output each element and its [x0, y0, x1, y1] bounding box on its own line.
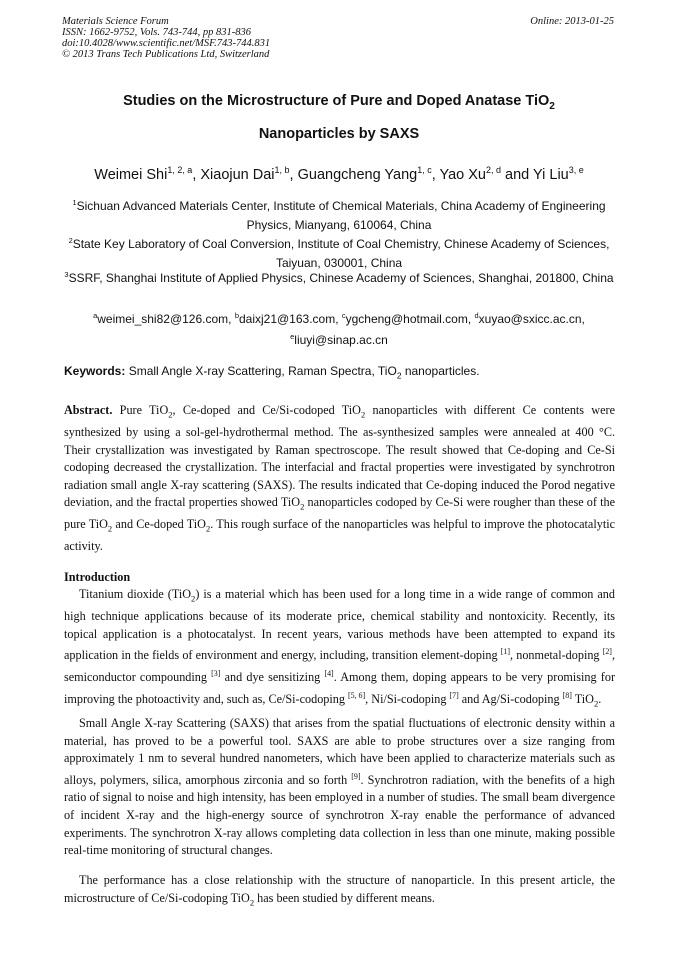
citation: [3] — [211, 668, 221, 678]
text-run: and Ce-doped TiO — [112, 517, 206, 532]
citation: [4] — [324, 668, 334, 678]
citation: [2] — [602, 647, 612, 657]
citation: [7] — [449, 690, 459, 700]
text-run: . Among them, doping appears to be very promising for improving the photoactivity and, such as, Ce/Si-codoping — [64, 669, 616, 706]
citation: [1] — [500, 647, 511, 657]
journal-issn: ISSN: 1662-9752, Vols. 743-744, pp 831-836 — [62, 27, 251, 38]
text-run: Pure TiO — [112, 403, 169, 417]
text-run: nanoparticles with different Ce contents were synthesized by using a sol-gel-hydrothermal method. The as-synthesized samples were annealed at 400 °C. Their crystallization was investigated by Raman spectroscope. The result showed that Ce-doping and Ce-Si codoping decreased the crystallization. The interfacial and fractal properties were investigated by synchrotron radiation small angle X-ray scattering (SAXS). The results indicated that Ce-doping induced the Porod negative deviation, and the fractal properties showed TiO — [64, 403, 615, 510]
email-mark: b — [234, 311, 239, 320]
paper-title-line1: Studies on the Microstructure of Pure and Doped Anatase TiO$_2$ — [123, 93, 555, 112]
author-affiliation-mark: 1, c — [417, 165, 432, 175]
keywords: Keywords: Small Angle X-ray Scattering, Raman Spectra, TiO$_2$ nanoparticles. — [64, 364, 480, 381]
citation: [5, 6] — [348, 690, 366, 700]
email-mark: d — [474, 311, 479, 320]
text-run: . — [598, 691, 602, 706]
journal-copyright: © 2013 Trans Tech Publications Ltd, Switzerland — [62, 49, 270, 60]
journal-doi: doi:10.4028/www.scientific.net/MSF.743-744.831 — [62, 38, 271, 49]
author-affiliation-mark: 1, b — [274, 165, 290, 175]
subscript: 2 — [168, 409, 173, 420]
text-run: The performance has a close relationship with the structure of nanoparticle. In this present article, the microstructure of Ce/Si-codoping TiO — [64, 873, 615, 905]
citation: [9] — [351, 771, 361, 781]
author-email: daixj21@163.com — [238, 312, 336, 326]
author-email: liuyi@sinap.ac.cn — [294, 333, 388, 347]
author-email: ygcheng@hotmail.com — [345, 312, 468, 326]
text-run: and Ag/Si-codoping — [458, 691, 563, 706]
author-name: Yi Liu — [533, 166, 569, 183]
text-run: . Synchrotron radiation, with the benefits of a high ratio of signal to noise and high intensity, has been employed in a number of studies. The small beam divergence of incident X-ray and the high-energy source of synchrotron X-ray enable the performance of advanced experiments. The synchrotron X-ray allows completing data collection in less than one minute, making possible real-time monitoring of structural changes. — [64, 772, 615, 858]
text-run: and dye sensitizing — [220, 669, 325, 684]
author-name: Weimei Shi — [94, 166, 168, 183]
journal-name: Materials Science Forum — [62, 16, 169, 27]
subscript: 2 — [205, 523, 211, 534]
subscript: 2 — [249, 897, 255, 908]
email-mark: a — [93, 311, 98, 320]
journal-header — [62, 16, 270, 60]
subscript: 2 — [107, 523, 113, 534]
author-separator: , — [431, 166, 440, 183]
author-affiliation-mark: 1, 2, a — [167, 165, 193, 175]
author-separator: and — [501, 166, 533, 183]
text-run: , Ni/Si-codoping — [365, 691, 450, 706]
author-name: Guangcheng Yang — [297, 166, 418, 183]
text-run: Titanium dioxide (TiO — [79, 587, 192, 601]
text-run: , semiconductor compounding — [64, 648, 615, 684]
author-separator: , — [192, 166, 201, 183]
author-name: Yao Xu — [439, 166, 486, 183]
text-run: Small Angle X-ray Scattering (SAXS) that arises from the spatial fluctuations of electronic density within a material, has proved to be a powerful tool. SAXS are able to probe structures over a size ranging from approximately 1 nm to several hundred nanometers, which have been applied to characterize materials such as alloys, polymers, silica, amorphous zirconia and so forth — [64, 716, 615, 787]
author-list — [30, 165, 648, 183]
subscript: 2 — [300, 501, 305, 512]
author-separator: , — [289, 166, 298, 183]
author-affiliation-mark: 3, e — [568, 165, 584, 175]
email-mark: e — [290, 332, 295, 341]
text-run: TiO — [571, 691, 594, 706]
author-email: xuyao@sxicc.ac.cn — [478, 312, 582, 326]
citation: [8] — [562, 690, 572, 700]
author-emails: $^a$weimei_shi82@126.com, $^b$daixj21@163.com, $^c$ygcheng@hotmail.com, $^d$xuyao@sxicc.ac.cn, $^e$liuyi@sinap.ac.cn — [93, 311, 585, 347]
text-run: nanoparticles codoped by Ce-Si were rougher than these of the pure TiO — [64, 495, 616, 532]
subscript: 2 — [593, 698, 599, 709]
affiliation-1: $^1$Sichuan Advanced Materials Center, Institute of Chemical Materials, China Academy of Engineering Physics, Mianyang, 610064, China — [72, 198, 606, 232]
text-run: . This rough surface of the nanoparticles was helpful to improve the photocatalytic activity. — [64, 517, 615, 554]
author-name: Xiaojun Dai — [200, 166, 275, 183]
online-date: Online: 2013-01-25 — [530, 16, 614, 27]
text-run: has been studied by different means. — [254, 890, 435, 905]
affiliation-2: $^2$State Key Laboratory of Coal Conversion, Institute of Coal Chemistry, Chinese Academy of Sciences, Taiyuan, 030001, China — [68, 236, 610, 270]
text-run: , Ce-doped and Ce/Si-codoped TiO — [172, 403, 361, 417]
subscript: 2 — [191, 593, 196, 604]
introduction-heading: Introduction — [64, 570, 131, 584]
affiliation-3: $^3$SSRF, Shanghai Institute of Applied Physics, Chinese Academy of Sciences, Shanghai, 201800, China — [64, 270, 614, 285]
introduction-paragraph — [64, 715, 615, 860]
subscript: 2 — [360, 409, 366, 420]
email-mark: c — [341, 311, 346, 320]
introduction-paragraph — [64, 586, 615, 713]
author-affiliation-mark: 2, d — [486, 165, 501, 175]
author-email: weimei_shi82@126.com — [97, 312, 229, 326]
text-run: , nonmetal-doping — [510, 648, 603, 663]
text-run: ) is a material which has been used for a long time in a wide range of common and high technique applications because of its moderate price, chemical stability and nontoxicity. Recently, its topical application is a photocatalyst. In recent years, various methods have been attempted to expand its application in the fields of environment and energy, including, transition element-doping — [64, 587, 615, 663]
abstract: Abstract. Pure TiO$_2$, Ce-doped and Ce/Si-codoped TiO$_2$ nanoparticles with different Ce contents were synthesized by using a sol-gel-hydrothermal method. The as-synthesized samples were annealed at 400 °C. Their crystallization was investigated by Raman spectroscope. The result showed that Ce-doping and Ce-Si codoping decreased the crystallization. The interfacial and fractal properties were investigated by synchrotron radiation small angle X-ray scattering (SAXS). The results indicated that Ce-doping induced the Porod negative deviation, and the fractal properties showed TiO$_2$ nanoparticles codoped by Ce-Si were rougher than these of the pure TiO$_2$ and Ce-doped TiO$_2$. This rough surface of the nanoparticles was helpful to improve the photocatalytic activity. — [64, 403, 616, 554]
paper-title-line2: Nanoparticles by SAXS — [258, 126, 420, 142]
introduction-paragraph — [64, 872, 615, 912]
